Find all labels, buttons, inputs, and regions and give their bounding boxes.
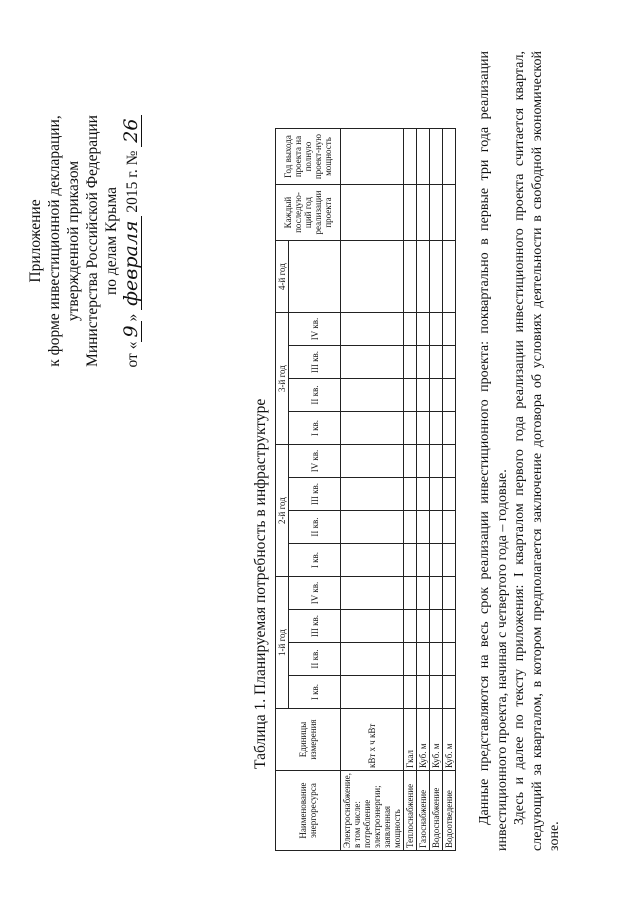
appendix-date-line bbox=[121, 31, 142, 451]
header-quarter: II кв. bbox=[289, 643, 341, 676]
date-prefix: от « bbox=[124, 341, 141, 368]
cell-unit: Гкал bbox=[404, 709, 417, 771]
header-year-3: 3-й год bbox=[276, 313, 289, 445]
appendix-line: Министерства Российской Федерации bbox=[84, 115, 101, 367]
header-year-4-empty bbox=[289, 241, 341, 313]
handwritten-month: февраля bbox=[121, 216, 142, 309]
cell-resource: Электроснабжение, в том числе: потребление электроэнергии; заявленная мощность bbox=[341, 771, 404, 851]
cell-resource: Теплоснабжение bbox=[404, 771, 417, 851]
header-quarter: I кв. bbox=[289, 412, 341, 445]
header-unit: Единицы измерения bbox=[276, 709, 341, 771]
note-paragraph: Данные представляются на весь срок реализации инвестиционного проекта: поквартально в первые три года реализации инвестиционного проекта, начиная с четвертого года – годовые. bbox=[477, 51, 510, 851]
rotated-content bbox=[20, 17, 620, 887]
header-year-1: 1-й год bbox=[276, 577, 289, 709]
table-row bbox=[341, 129, 404, 851]
header-quarter: III кв. bbox=[289, 346, 341, 379]
header-quarter: III кв. bbox=[289, 478, 341, 511]
header-resource: Наименование энергоресурса bbox=[276, 771, 341, 851]
header-quarter: IV кв. bbox=[289, 313, 341, 346]
table-row bbox=[417, 129, 430, 851]
appendix-line: утвержденной приказом bbox=[65, 160, 82, 322]
header-each-next-year: Каждый последую-щий год реализации проекта bbox=[276, 185, 341, 241]
note-paragraph: Здесь и далее по тексту приложения: I кварталом первого года реализации инвестиционного проекта считается квартал, следующий за кварталом, в котором предполагается заключение договора об условиях деятельности в свободной экономической зоне. bbox=[512, 51, 562, 851]
table-row bbox=[443, 129, 456, 851]
appendix-title: Приложение bbox=[27, 199, 44, 283]
header-year-4: 4-й год bbox=[276, 241, 289, 313]
header-quarter: II кв. bbox=[289, 511, 341, 544]
header-quarter: II кв. bbox=[289, 379, 341, 412]
cell-resource: Водоотведение bbox=[443, 771, 456, 851]
appendix-line: по делам Крыма bbox=[103, 186, 120, 296]
header-quarter: I кв. bbox=[289, 676, 341, 709]
cell-unit: кВт х ч кВт bbox=[341, 709, 404, 771]
handwritten-day: 9 bbox=[121, 321, 142, 341]
header-quarter: I кв. bbox=[289, 544, 341, 577]
handwritten-number: 26 bbox=[121, 115, 142, 147]
cell-resource: Газоснабжение bbox=[417, 771, 430, 851]
cell-unit: Куб. м bbox=[430, 709, 443, 771]
table-caption: Таблица 1. Планируемая потребность в инфраструктуре bbox=[252, 398, 269, 769]
appendix-header bbox=[26, 31, 142, 451]
notes-text bbox=[476, 51, 564, 851]
table-row bbox=[430, 129, 443, 851]
table-row bbox=[404, 129, 417, 851]
infrastructure-table bbox=[275, 128, 456, 851]
header-quarter: III кв. bbox=[289, 610, 341, 643]
header-quarter: IV кв. bbox=[289, 445, 341, 478]
header-year-2: 2-й год bbox=[276, 445, 289, 577]
appendix-line: к форме инвестиционной декларации, bbox=[46, 115, 63, 367]
cell-unit: Куб. м bbox=[417, 709, 430, 771]
date-mid: » bbox=[124, 313, 141, 322]
header-quarter: IV кв. bbox=[289, 577, 341, 610]
cell-resource: Водоснабжение bbox=[430, 771, 443, 851]
cell-unit: Куб. м bbox=[443, 709, 456, 771]
header-full-capacity-year: Год выхода проекта на полную проект-ную мощность bbox=[276, 129, 341, 185]
date-year: 2015 г. № bbox=[124, 150, 141, 213]
